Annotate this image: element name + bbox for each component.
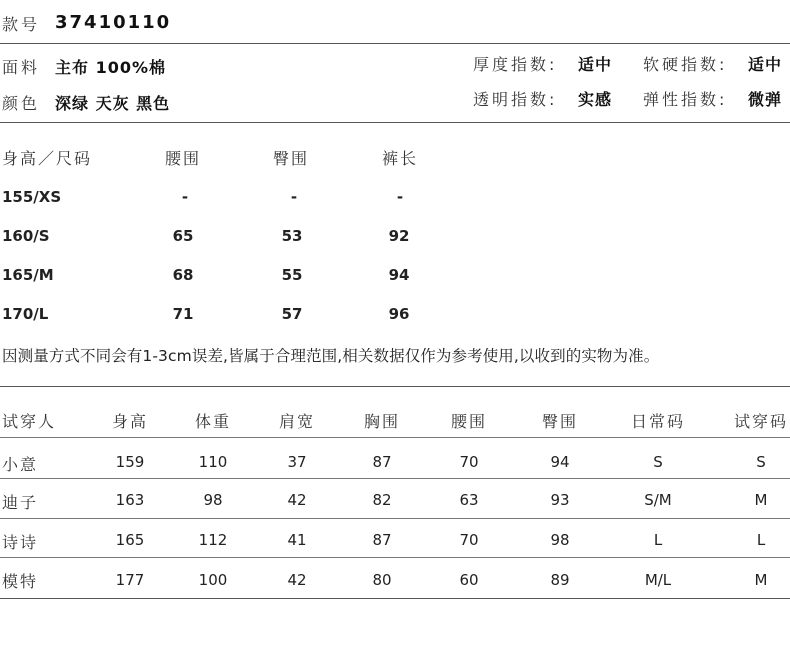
size-cell-length: - xyxy=(396,188,404,206)
size-row-label: 160/S xyxy=(2,227,50,245)
fit-cell-chest: 87 xyxy=(372,453,392,471)
fit-cell-daily-size: M/L xyxy=(644,571,672,589)
fit-cell-hip: 93 xyxy=(550,491,570,509)
fit-cell-tried-size: M xyxy=(754,491,768,509)
fit-row-person: 迪子 xyxy=(2,493,39,512)
fit-cell-hip: 89 xyxy=(550,571,570,589)
thickness-index-value: 适中 xyxy=(578,55,613,74)
fit-header-hip: 臀围 xyxy=(541,412,578,431)
size-cell-waist: - xyxy=(181,188,189,206)
style-no-value: 37410110 xyxy=(55,12,172,33)
fit-row-person: 诗诗 xyxy=(2,533,39,552)
size-cell-length: 96 xyxy=(388,305,410,323)
fit-divider-bottom xyxy=(0,598,790,599)
fit-cell-weight: 98 xyxy=(203,491,223,509)
fit-divider xyxy=(0,557,790,558)
style-no-label: 款号 xyxy=(2,15,41,34)
fit-cell-daily-size: L xyxy=(653,531,663,549)
fit-cell-chest: 87 xyxy=(372,531,392,549)
size-cell-hip: 55 xyxy=(281,266,303,284)
fit-row-person: 模特 xyxy=(2,572,39,591)
softness-index-value: 适中 xyxy=(748,55,783,74)
measurement-note: 因测量方式不同会有1-3cm误差,皆属于合理范围,相关数据仅作为参考使用,以收到的实物为准。 xyxy=(2,347,660,365)
size-header-hip: 臀围 xyxy=(273,149,310,168)
size-cell-waist: 68 xyxy=(172,266,194,284)
fit-cell-waist: 63 xyxy=(459,491,479,509)
material-label: 面料 xyxy=(2,58,41,77)
size-cell-hip: - xyxy=(290,188,298,206)
size-cell-hip: 53 xyxy=(281,227,303,245)
fit-cell-shoulder: 37 xyxy=(287,453,307,471)
divider-before-fitting xyxy=(0,386,790,387)
transparency-index-value: 实感 xyxy=(578,90,613,109)
fit-cell-weight: 110 xyxy=(198,453,228,471)
transparency-index-label: 透明指数: xyxy=(473,90,558,109)
elasticity-index-value: 微弹 xyxy=(748,90,783,109)
fit-cell-daily-size: S/M xyxy=(644,491,672,509)
fit-divider xyxy=(0,518,790,519)
size-header-waist: 腰围 xyxy=(165,149,202,168)
size-row-label: 170/L xyxy=(2,305,49,323)
softness-index-label: 软硬指数: xyxy=(643,55,728,74)
fit-cell-chest: 80 xyxy=(372,571,392,589)
size-cell-waist: 65 xyxy=(172,227,194,245)
fit-header-chest: 胸围 xyxy=(363,412,400,431)
divider-top xyxy=(0,43,790,44)
size-row-label: 165/M xyxy=(2,266,54,284)
fit-cell-weight: 112 xyxy=(198,531,228,549)
fit-divider xyxy=(0,478,790,479)
size-cell-waist: 71 xyxy=(172,305,194,323)
fit-header-height: 身高 xyxy=(111,412,148,431)
fit-cell-waist: 70 xyxy=(459,453,479,471)
fit-cell-hip: 94 xyxy=(550,453,570,471)
size-header-size: 身高／尺码 xyxy=(2,149,93,168)
fit-cell-tried-size: L xyxy=(756,531,766,549)
size-cell-length: 94 xyxy=(388,266,410,284)
fit-row-person: 小意 xyxy=(2,455,39,474)
fit-header-waist: 腰围 xyxy=(450,412,487,431)
fit-cell-tried-size: S xyxy=(756,453,766,471)
fit-header-shoulder: 肩宽 xyxy=(278,412,315,431)
fit-cell-hip: 98 xyxy=(550,531,570,549)
fit-cell-tried-size: M xyxy=(754,571,768,589)
divider-after-info xyxy=(0,122,790,123)
size-cell-length: 92 xyxy=(388,227,410,245)
fit-cell-height: 159 xyxy=(115,453,145,471)
fit-cell-waist: 70 xyxy=(459,531,479,549)
color-value: 深绿 天灰 黑色 xyxy=(55,94,171,113)
fit-cell-height: 163 xyxy=(115,491,145,509)
size-header-length: 裤长 xyxy=(382,149,419,168)
fit-cell-weight: 100 xyxy=(198,571,228,589)
size-row-label: 155/XS xyxy=(2,188,62,206)
material-value: 主布 100%棉 xyxy=(55,58,167,77)
fit-header-person: 试穿人 xyxy=(2,412,57,431)
fit-cell-height: 177 xyxy=(115,571,145,589)
fit-cell-chest: 82 xyxy=(372,491,392,509)
elasticity-index-label: 弹性指数: xyxy=(643,90,728,109)
fit-cell-shoulder: 42 xyxy=(287,491,307,509)
size-cell-hip: 57 xyxy=(281,305,303,323)
fit-cell-shoulder: 41 xyxy=(287,531,307,549)
fit-cell-waist: 60 xyxy=(459,571,479,589)
fit-header-tried-size: 试穿码 xyxy=(733,412,788,431)
fit-header-weight: 体重 xyxy=(194,412,231,431)
color-label: 颜色 xyxy=(2,94,41,113)
fit-divider xyxy=(0,437,790,438)
fit-cell-daily-size: S xyxy=(653,453,663,471)
fit-cell-shoulder: 42 xyxy=(287,571,307,589)
fit-header-daily-size: 日常码 xyxy=(630,412,685,431)
thickness-index-label: 厚度指数: xyxy=(473,55,558,74)
fit-cell-height: 165 xyxy=(115,531,145,549)
